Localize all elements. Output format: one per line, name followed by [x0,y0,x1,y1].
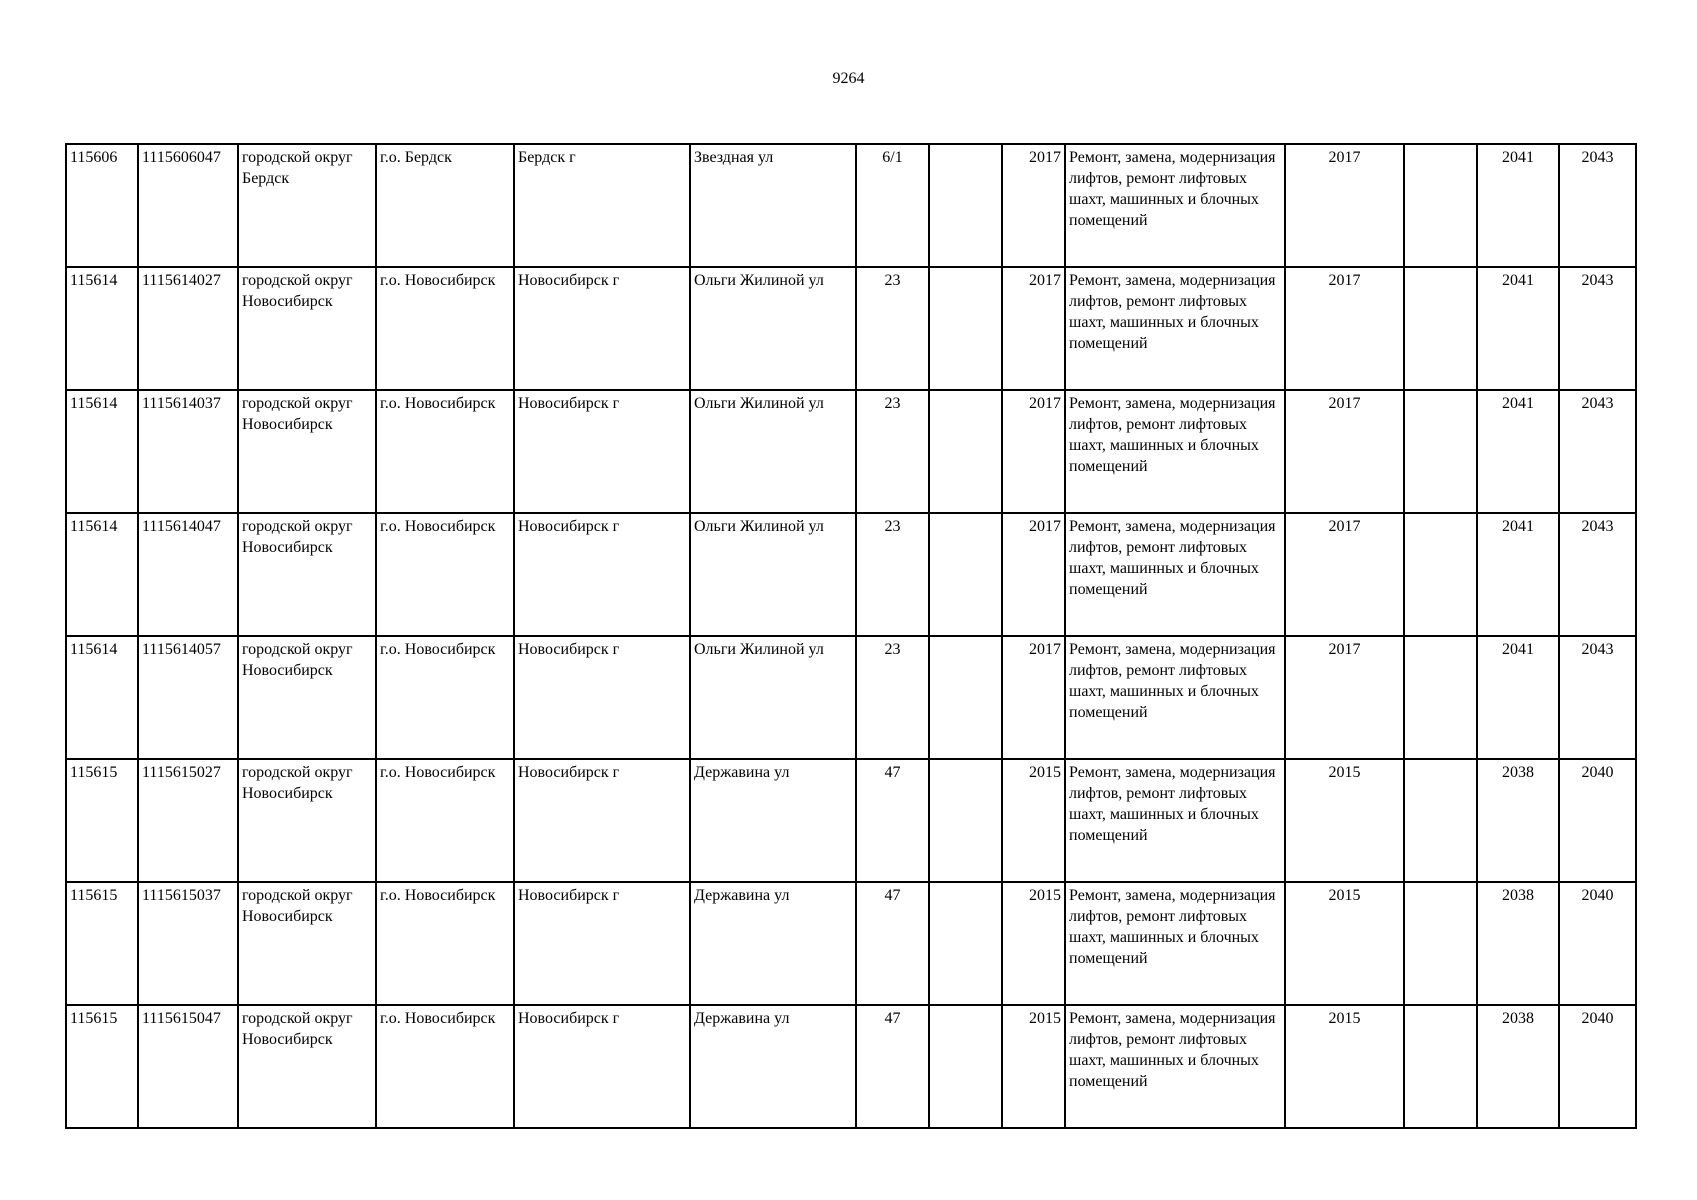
district-cell: г.о. Новосибирск [376,882,514,1005]
last-repair-year-cell: 2017 [1285,513,1404,636]
table-row [66,882,1636,1005]
last-repair-year-cell: 2017 [1285,390,1404,513]
commission-year-cell: 2015 [1002,1005,1065,1128]
building-cell [929,1005,1002,1128]
planned-end-year-cell: 2043 [1559,636,1636,759]
district-cell: г.о. Новосибирск [376,513,514,636]
work-type-cell: Ремонт, замена, модернизация лифтов, ремонт лифтовых шахт, машинных и блочных помещений [1065,759,1285,882]
table-row [66,1005,1636,1128]
district-cell: г.о. Новосибирск [376,636,514,759]
last-repair-year-cell: 2015 [1285,882,1404,1005]
work-type-cell: Ремонт, замена, модернизация лифтов, ремонт лифтовых шахт, машинных и блочных помещений [1065,390,1285,513]
commission-year-cell: 2017 [1002,513,1065,636]
commission-year-cell: 2017 [1002,390,1065,513]
table-row [66,267,1636,390]
record-id-cell: 115615 [66,882,138,1005]
planned-start-year-cell: 2038 [1477,1005,1559,1128]
municipality-cell: городской округ Новосибирск [238,267,376,390]
house-number-cell: 6/1 [856,144,929,267]
house-number-cell: 23 [856,636,929,759]
record-id-cell: 115614 [66,513,138,636]
street-cell: Державина ул [690,882,856,1005]
work-type-cell: Ремонт, замена, модернизация лифтов, ремонт лифтовых шахт, машинных и блочных помещений [1065,144,1285,267]
commission-year-cell: 2015 [1002,882,1065,1005]
house-number-cell: 47 [856,759,929,882]
note-cell [1404,144,1477,267]
street-cell: Ольги Жилиной ул [690,390,856,513]
settlement-cell: Новосибирск г [514,513,690,636]
element-code-cell: 1115615037 [138,882,238,1005]
settlement-cell: Новосибирск г [514,267,690,390]
table-row [66,390,1636,513]
work-type-cell: Ремонт, замена, модернизация лифтов, ремонт лифтовых шахт, машинных и блочных помещений [1065,882,1285,1005]
last-repair-year-cell: 2017 [1285,144,1404,267]
planned-end-year-cell: 2043 [1559,144,1636,267]
record-id-cell: 115606 [66,144,138,267]
street-cell: Державина ул [690,1005,856,1128]
planned-start-year-cell: 2041 [1477,636,1559,759]
settlement-cell: Новосибирск г [514,1005,690,1128]
settlement-cell: Новосибирск г [514,390,690,513]
registry-table [65,143,1637,1129]
street-cell: Державина ул [690,759,856,882]
street-cell: Ольги Жилиной ул [690,513,856,636]
commission-year-cell: 2017 [1002,267,1065,390]
table-row [66,513,1636,636]
house-number-cell: 23 [856,267,929,390]
district-cell: г.о. Бердск [376,144,514,267]
municipality-cell: городской округ Новосибирск [238,1005,376,1128]
element-code-cell: 1115615047 [138,1005,238,1128]
table-row [66,759,1636,882]
municipality-cell: городской округ Новосибирск [238,636,376,759]
element-code-cell: 1115615027 [138,759,238,882]
work-type-cell: Ремонт, замена, модернизация лифтов, ремонт лифтовых шахт, машинных и блочных помещений [1065,513,1285,636]
record-id-cell: 115614 [66,390,138,513]
record-id-cell: 115614 [66,267,138,390]
note-cell [1404,759,1477,882]
last-repair-year-cell: 2017 [1285,267,1404,390]
table-row [66,636,1636,759]
page-number: 9264 [832,70,865,87]
planned-end-year-cell: 2040 [1559,759,1636,882]
street-cell: Ольги Жилиной ул [690,267,856,390]
municipality-cell: городской округ Бердск [238,144,376,267]
planned-start-year-cell: 2041 [1477,513,1559,636]
street-cell: Звездная ул [690,144,856,267]
settlement-cell: Новосибирск г [514,882,690,1005]
settlement-cell: Новосибирск г [514,636,690,759]
building-cell [929,390,1002,513]
house-number-cell: 23 [856,390,929,513]
last-repair-year-cell: 2015 [1285,759,1404,882]
note-cell [1404,1005,1477,1128]
street-cell: Ольги Жилиной ул [690,636,856,759]
work-type-cell: Ремонт, замена, модернизация лифтов, ремонт лифтовых шахт, машинных и блочных помещений [1065,267,1285,390]
municipality-cell: городской округ Новосибирск [238,513,376,636]
element-code-cell: 1115606047 [138,144,238,267]
note-cell [1404,882,1477,1005]
planned-start-year-cell: 2038 [1477,882,1559,1005]
work-type-cell: Ремонт, замена, модернизация лифтов, ремонт лифтовых шахт, машинных и блочных помещений [1065,636,1285,759]
settlement-cell: Бердск г [514,144,690,267]
element-code-cell: 1115614027 [138,267,238,390]
commission-year-cell: 2017 [1002,144,1065,267]
planned-end-year-cell: 2040 [1559,882,1636,1005]
commission-year-cell: 2017 [1002,636,1065,759]
district-cell: г.о. Новосибирск [376,267,514,390]
house-number-cell: 47 [856,882,929,1005]
municipality-cell: городской округ Новосибирск [238,759,376,882]
work-type-cell: Ремонт, замена, модернизация лифтов, ремонт лифтовых шахт, машинных и блочных помещений [1065,1005,1285,1128]
municipality-cell: городской округ Новосибирск [238,882,376,1005]
planned-end-year-cell: 2043 [1559,513,1636,636]
building-cell [929,144,1002,267]
planned-end-year-cell: 2040 [1559,1005,1636,1128]
building-cell [929,513,1002,636]
element-code-cell: 1115614037 [138,390,238,513]
record-id-cell: 115614 [66,636,138,759]
table-row [66,144,1636,267]
planned-end-year-cell: 2043 [1559,267,1636,390]
building-cell [929,636,1002,759]
record-id-cell: 115615 [66,759,138,882]
building-cell [929,882,1002,1005]
last-repair-year-cell: 2017 [1285,636,1404,759]
planned-start-year-cell: 2038 [1477,759,1559,882]
planned-start-year-cell: 2041 [1477,144,1559,267]
record-id-cell: 115615 [66,1005,138,1128]
district-cell: г.о. Новосибирск [376,1005,514,1128]
last-repair-year-cell: 2015 [1285,1005,1404,1128]
house-number-cell: 47 [856,1005,929,1128]
planned-start-year-cell: 2041 [1477,267,1559,390]
district-cell: г.о. Новосибирск [376,390,514,513]
note-cell [1404,513,1477,636]
district-cell: г.о. Новосибирск [376,759,514,882]
element-code-cell: 1115614047 [138,513,238,636]
building-cell [929,759,1002,882]
note-cell [1404,267,1477,390]
commission-year-cell: 2015 [1002,759,1065,882]
note-cell [1404,636,1477,759]
note-cell [1404,390,1477,513]
planned-start-year-cell: 2041 [1477,390,1559,513]
element-code-cell: 1115614057 [138,636,238,759]
planned-end-year-cell: 2043 [1559,390,1636,513]
settlement-cell: Новосибирск г [514,759,690,882]
house-number-cell: 23 [856,513,929,636]
building-cell [929,267,1002,390]
municipality-cell: городской округ Новосибирск [238,390,376,513]
